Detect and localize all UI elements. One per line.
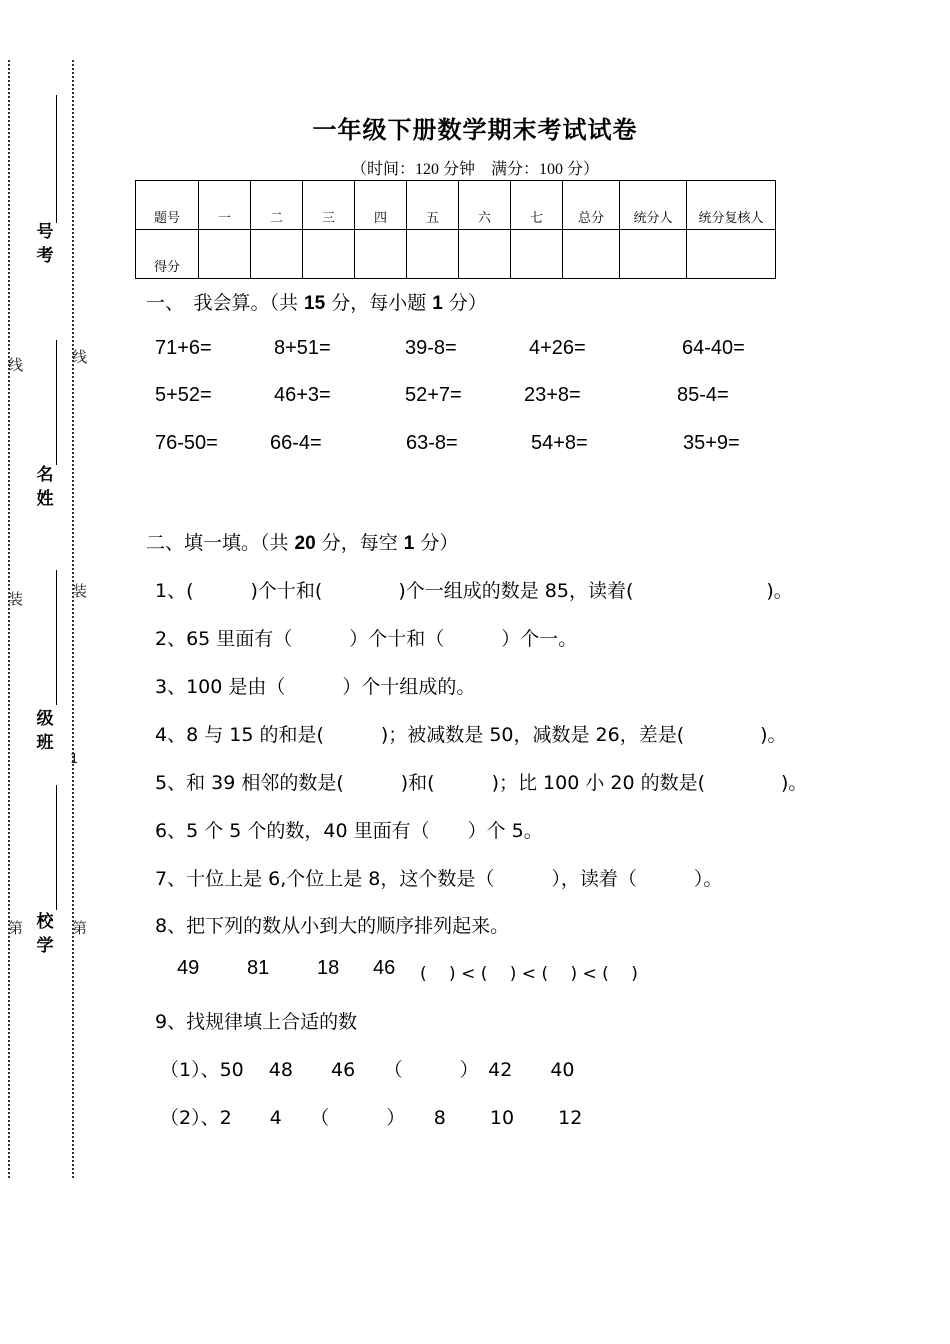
calc-problem: 39-8= xyxy=(405,337,457,359)
margin-char-seal-inner: 第 xyxy=(72,919,88,937)
field-line-3 xyxy=(56,570,57,705)
order-number: 49 xyxy=(177,957,200,979)
score-cell-q2: 二 xyxy=(251,181,303,230)
order-number: 81 xyxy=(247,957,270,979)
calc-problem: 66-4= xyxy=(270,432,322,454)
field-line-2 xyxy=(56,340,57,465)
calc-problem: 54+8= xyxy=(531,432,588,454)
calc-problem: 46+3= xyxy=(274,384,331,406)
score-cell-q7: 七 xyxy=(511,181,563,230)
score-input-q4[interactable] xyxy=(355,230,407,279)
section-2-prefix: 二、填一填。（共 xyxy=(146,532,295,554)
section-2-each: 1 xyxy=(403,533,415,554)
calc-problem: 35+9= xyxy=(683,432,740,454)
exam-time-info: （时间：120 分钟 满分：100 分） xyxy=(350,161,599,178)
section-2-suffix: 分） xyxy=(414,532,459,554)
score-cell-q6: 六 xyxy=(459,181,511,230)
question-9-part-1: （1）、50 48 46 （ ） 42 40 xyxy=(160,1059,575,1081)
score-cell-reviewer: 统分复核人 xyxy=(687,181,776,230)
score-cell-q5: 五 xyxy=(407,181,459,230)
calc-problem: 71+6= xyxy=(155,337,212,359)
score-input-q2[interactable] xyxy=(251,230,303,279)
calc-problem: 4+26= xyxy=(529,337,586,359)
score-cell-total: 总分 xyxy=(563,181,620,230)
name-field: 名姓 xyxy=(36,465,54,509)
question-3: 3、100 是由（ ）个十组成的。 xyxy=(155,676,476,698)
section-1-suffix: 分） xyxy=(442,292,487,314)
score-cell-q1: 一 xyxy=(199,181,251,230)
score-table-header-row xyxy=(136,181,776,230)
margin-char-page-number: 1 xyxy=(70,752,79,767)
margin-char-line-outer: 线 xyxy=(8,356,24,374)
score-cell-label: 题号 xyxy=(136,181,199,230)
score-input-q1[interactable] xyxy=(199,230,251,279)
section-1-mid: 分，每小题 xyxy=(325,292,433,314)
section-2-points: 20 xyxy=(294,533,316,554)
score-cell-q3: 三 xyxy=(303,181,355,230)
score-input-q5[interactable] xyxy=(407,230,459,279)
score-cell-scorer: 统分人 xyxy=(620,181,687,230)
score-input-q7[interactable] xyxy=(511,230,563,279)
calc-problem: 85-4= xyxy=(677,384,729,406)
class-field: 级班 xyxy=(36,709,54,753)
section-1-points: 15 xyxy=(304,293,326,314)
order-number: 46 xyxy=(373,957,396,979)
question-9-title: 9、找规律填上合适的数 xyxy=(155,1011,358,1033)
section-1-heading xyxy=(146,288,487,315)
score-input-total[interactable] xyxy=(563,230,620,279)
exam-number-field: 号考 xyxy=(36,222,54,266)
calc-problem: 5+52= xyxy=(155,384,212,406)
right-dotted-cut-line xyxy=(72,60,74,1178)
question-5: 5、和 39 相邻的数是( )和( )；比 100 小 20 的数是( )。 xyxy=(155,772,808,794)
score-table-score-row xyxy=(136,230,776,279)
margin-char-seal-outer: 第 xyxy=(8,919,24,937)
left-dotted-cut-line xyxy=(8,60,10,1178)
score-row-label: 得分 xyxy=(136,230,199,279)
order-answer-blanks[interactable]: ( ) < ( ) < ( ) < ( ) xyxy=(420,964,638,984)
section-1-each: 1 xyxy=(432,293,443,314)
section-2-heading xyxy=(146,528,458,555)
score-table xyxy=(135,180,776,279)
section-2-mid: 分，每空 xyxy=(315,532,404,554)
question-1: 1、( )个十和( )个一组成的数是 85，读着( )。 xyxy=(155,580,793,602)
question-7: 7、十位上是 6,个位上是 8，这个数是（ ），读着（ ）。 xyxy=(155,868,723,890)
score-input-q3[interactable] xyxy=(303,230,355,279)
question-2: 2、65 里面有（ ）个十和（ ）个一。 xyxy=(155,628,578,650)
section-1-prefix: 一、 我会算。（共 xyxy=(146,292,305,314)
school-field: 校学 xyxy=(36,912,54,956)
order-number: 18 xyxy=(317,957,340,979)
calc-problem: 23+8= xyxy=(524,384,581,406)
margin-char-bind-outer: 装 xyxy=(8,590,24,608)
calc-problem: 63-8= xyxy=(406,432,458,454)
calc-problem: 52+7= xyxy=(405,384,462,406)
field-line-4 xyxy=(56,785,57,910)
calc-problem: 76-50= xyxy=(155,432,218,454)
margin-char-line-inner: 线 xyxy=(72,348,88,366)
question-8: 8、把下列的数从小到大的顺序排列起来。 xyxy=(155,915,510,937)
score-input-q6[interactable] xyxy=(459,230,511,279)
margin-char-bind-inner: 装 xyxy=(72,582,88,600)
page-title: 一年级下册数学期末考试试卷 xyxy=(312,116,638,144)
question-4: 4、8 与 15 的和是( )；被减数是 50，减数是 26，差是( )。 xyxy=(155,724,787,746)
score-cell-q4: 四 xyxy=(355,181,407,230)
score-input-scorer[interactable] xyxy=(620,230,687,279)
score-input-reviewer[interactable] xyxy=(687,230,776,279)
calc-problem: 8+51= xyxy=(274,337,331,359)
question-9-part-2: （2）、2 4 （ ） 8 10 12 xyxy=(160,1107,583,1129)
calc-problem: 64-40= xyxy=(682,337,745,359)
question-6: 6、5 个 5 个的数，40 里面有（ ）个 5。 xyxy=(155,820,543,842)
